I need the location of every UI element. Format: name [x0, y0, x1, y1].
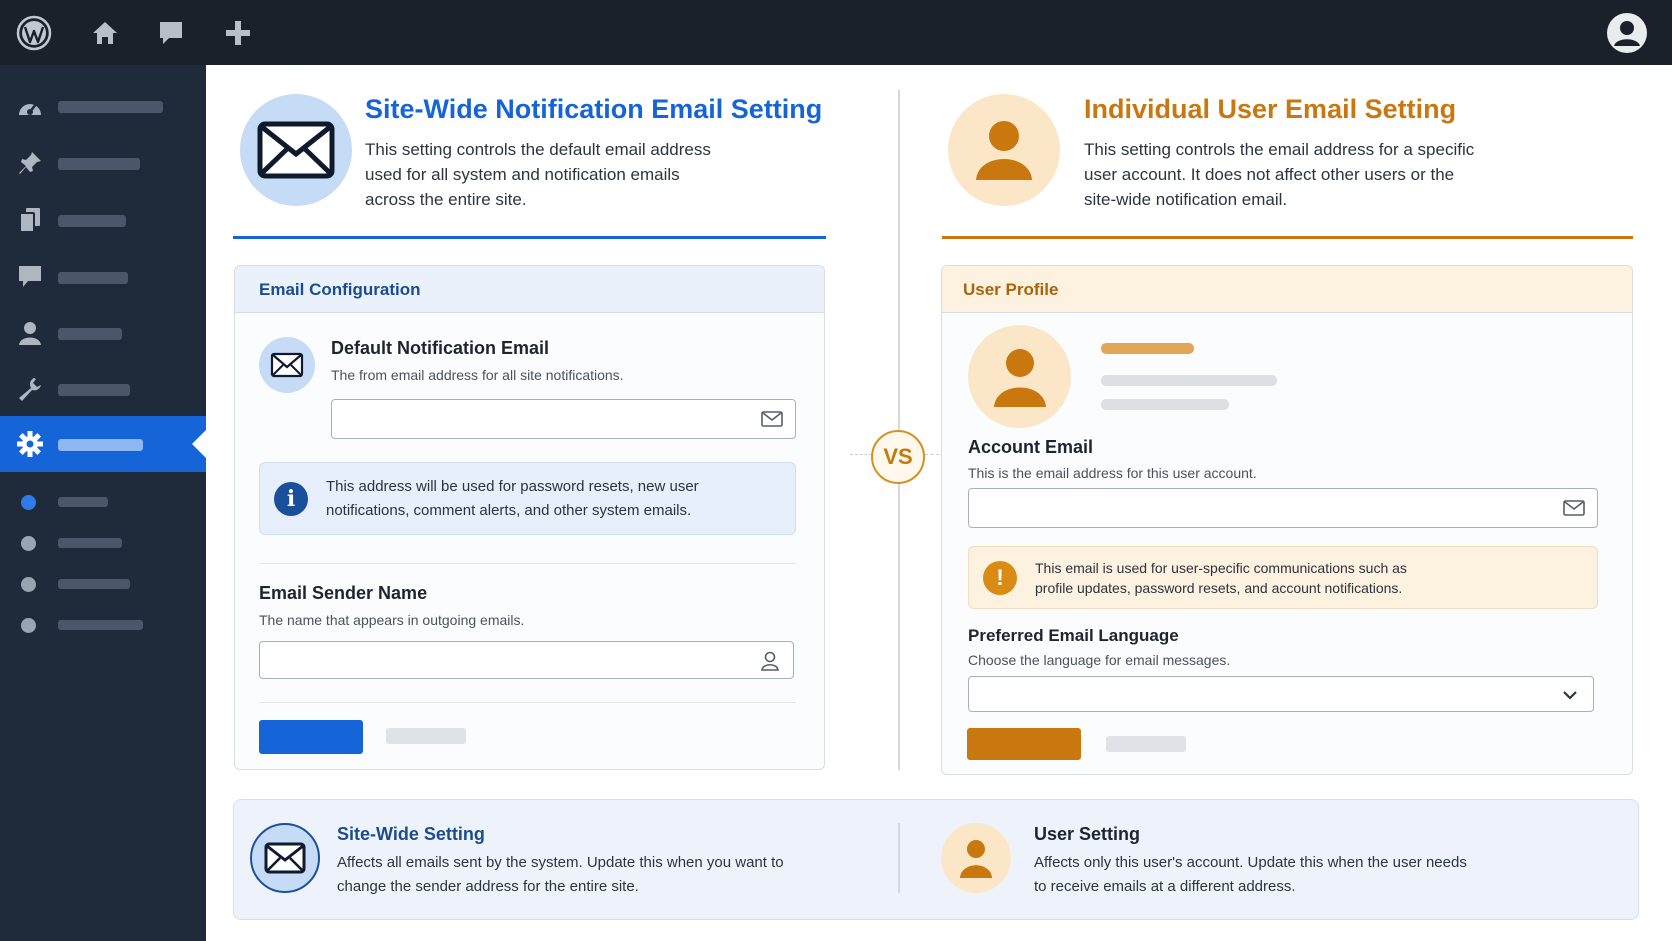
envelope-small-icon	[259, 337, 315, 393]
sidebar-item-posts[interactable]	[0, 135, 206, 191]
sidebar-item-label-placeholder	[58, 384, 130, 396]
tools-icon	[16, 375, 44, 403]
sidebar-item-label-placeholder	[58, 215, 126, 227]
language-help: Choose the language for email messaɡes.	[968, 652, 1231, 668]
site-summary-description	[337, 851, 784, 899]
site-summary-title: Site-Wide Setting	[337, 824, 485, 844]
description-line: This setting controls the email address for a specific	[1084, 140, 1475, 159]
section-divider	[259, 563, 796, 564]
sidebar-item-settings[interactable]	[0, 416, 206, 472]
sender-name-help: The name that appears in outgoing emails.	[259, 612, 525, 628]
account-email-help: This is the email address for this user account.	[968, 465, 1257, 481]
default-email-input[interactable]	[331, 399, 796, 439]
user-icon	[948, 94, 1060, 206]
sidebar-item-pages[interactable]	[0, 192, 206, 248]
settings-submenu-item[interactable]	[0, 523, 206, 563]
sender-name-input[interactable]	[259, 641, 794, 679]
section-divider	[259, 702, 796, 703]
user-meta-placeholder	[1101, 399, 1229, 410]
account-email-input[interactable]	[968, 488, 1598, 528]
sidebar-item-label-placeholder	[58, 328, 122, 340]
user-meta-placeholder	[1101, 375, 1277, 386]
vs-badge: VS	[871, 430, 925, 484]
notice-line: profile updates, password resets, and account notifications.	[1035, 580, 1403, 596]
site-wide-description	[365, 137, 711, 212]
active-indicator-notch	[192, 430, 206, 458]
info-icon: i	[274, 482, 308, 516]
notice-line: This email is used for user-specific communications such as	[1035, 560, 1407, 576]
user-summary-description	[1034, 851, 1467, 899]
sidebar-item-label-placeholder	[58, 101, 163, 113]
settings-submenu-item[interactable]	[0, 482, 206, 522]
user-name-placeholder	[1101, 343, 1194, 354]
settings-submenu-item[interactable]	[0, 564, 206, 604]
individual-title: Individual User Email Setting	[1084, 94, 1457, 124]
default-email-label: Default Notification Email	[331, 338, 550, 358]
home-icon[interactable]	[86, 14, 124, 52]
pin-icon	[16, 149, 44, 177]
user-summary-icon	[941, 823, 1011, 893]
admin-top-bar	[0, 0, 1672, 65]
default-email-help: The from email address for all site notifications.	[331, 367, 624, 383]
user-warning-notice	[968, 546, 1598, 609]
cancel-button[interactable]	[386, 728, 466, 744]
submenu-label-placeholder	[58, 620, 143, 630]
cancel-button[interactable]	[1106, 736, 1186, 752]
description-line: This setting controls the default email address	[365, 140, 711, 159]
notice-line: This address will be used for password resets, new user	[326, 478, 699, 495]
vs-connector	[850, 454, 872, 455]
summary-divider	[898, 823, 900, 893]
sidebar-item-label-placeholder	[58, 439, 143, 451]
account-email-label: Account Email	[968, 437, 1094, 457]
individual-accent-rule	[942, 236, 1633, 239]
envelope-field-icon	[1563, 499, 1585, 517]
settings-gear-icon	[16, 430, 44, 458]
submenu-dot-icon	[21, 536, 36, 551]
submenu-dot-icon	[21, 495, 36, 510]
language-select[interactable]	[968, 676, 1594, 712]
individual-description	[1084, 137, 1474, 212]
envelope-field-icon	[761, 410, 783, 428]
summary-line: Affects only this user's account. Update this when the user needs	[1034, 854, 1467, 871]
sidebar-item-users[interactable]	[0, 305, 206, 361]
site-wide-accent-rule	[233, 236, 826, 239]
summary-line: to receive emails at a different address.	[1034, 878, 1296, 895]
comments-icon	[16, 263, 44, 291]
wordpress-logo-icon[interactable]	[15, 14, 53, 52]
dashboard-icon	[16, 92, 44, 120]
submenu-dot-icon	[21, 618, 36, 633]
admin-sidebar	[0, 65, 206, 941]
site-wide-title: Site-Wide Notification Email Setting	[365, 94, 823, 124]
person-field-icon	[759, 651, 781, 669]
summary-line: Affects all emails sent by the system. Update this when you want to	[337, 854, 784, 871]
user-avatar-icon[interactable]	[1606, 12, 1648, 54]
language-label: Preferred Email Language	[968, 626, 1179, 645]
comment-icon[interactable]	[152, 14, 190, 52]
submenu-dot-icon	[21, 577, 36, 592]
description-line: used for all system and notification emails	[365, 165, 680, 184]
sidebar-item-comments[interactable]	[0, 249, 206, 305]
save-button[interactable]	[259, 720, 363, 754]
submenu-label-placeholder	[58, 538, 122, 548]
update-profile-button[interactable]	[967, 728, 1081, 760]
panel-title: Email Configuration	[235, 266, 824, 313]
user-summary-title: User Setting	[1034, 824, 1141, 844]
panel-title: User Profile	[942, 266, 1632, 313]
envelope-summary-icon	[250, 823, 320, 893]
description-line: site-wide notification email.	[1084, 190, 1288, 209]
site-wide-info-notice	[259, 462, 796, 535]
warning-icon: !	[983, 561, 1017, 595]
pages-icon	[16, 206, 44, 234]
sidebar-item-label-placeholder	[58, 272, 128, 284]
summary-line: change the sender address for the entire site.	[337, 878, 639, 895]
chevron-down-icon[interactable]	[1559, 686, 1581, 704]
plus-icon[interactable]	[219, 14, 257, 52]
sidebar-item-dashboard[interactable]	[0, 78, 206, 134]
user-avatar-large-icon	[968, 325, 1071, 428]
envelope-icon	[240, 94, 352, 206]
description-line: across the entire site.	[365, 190, 527, 209]
users-icon	[16, 319, 44, 347]
sender-name-label: Email Sender Name	[259, 583, 428, 603]
submenu-label-placeholder	[58, 579, 130, 589]
settings-submenu-item[interactable]	[0, 605, 206, 645]
notice-line: notifications, comment alerts, and other system emails.	[326, 502, 692, 519]
description-line: user account. It does not affect other users or the	[1084, 165, 1455, 184]
sidebar-item-label-placeholder	[58, 158, 140, 170]
submenu-label-placeholder	[58, 497, 108, 507]
sidebar-item-tools[interactable]	[0, 361, 206, 417]
